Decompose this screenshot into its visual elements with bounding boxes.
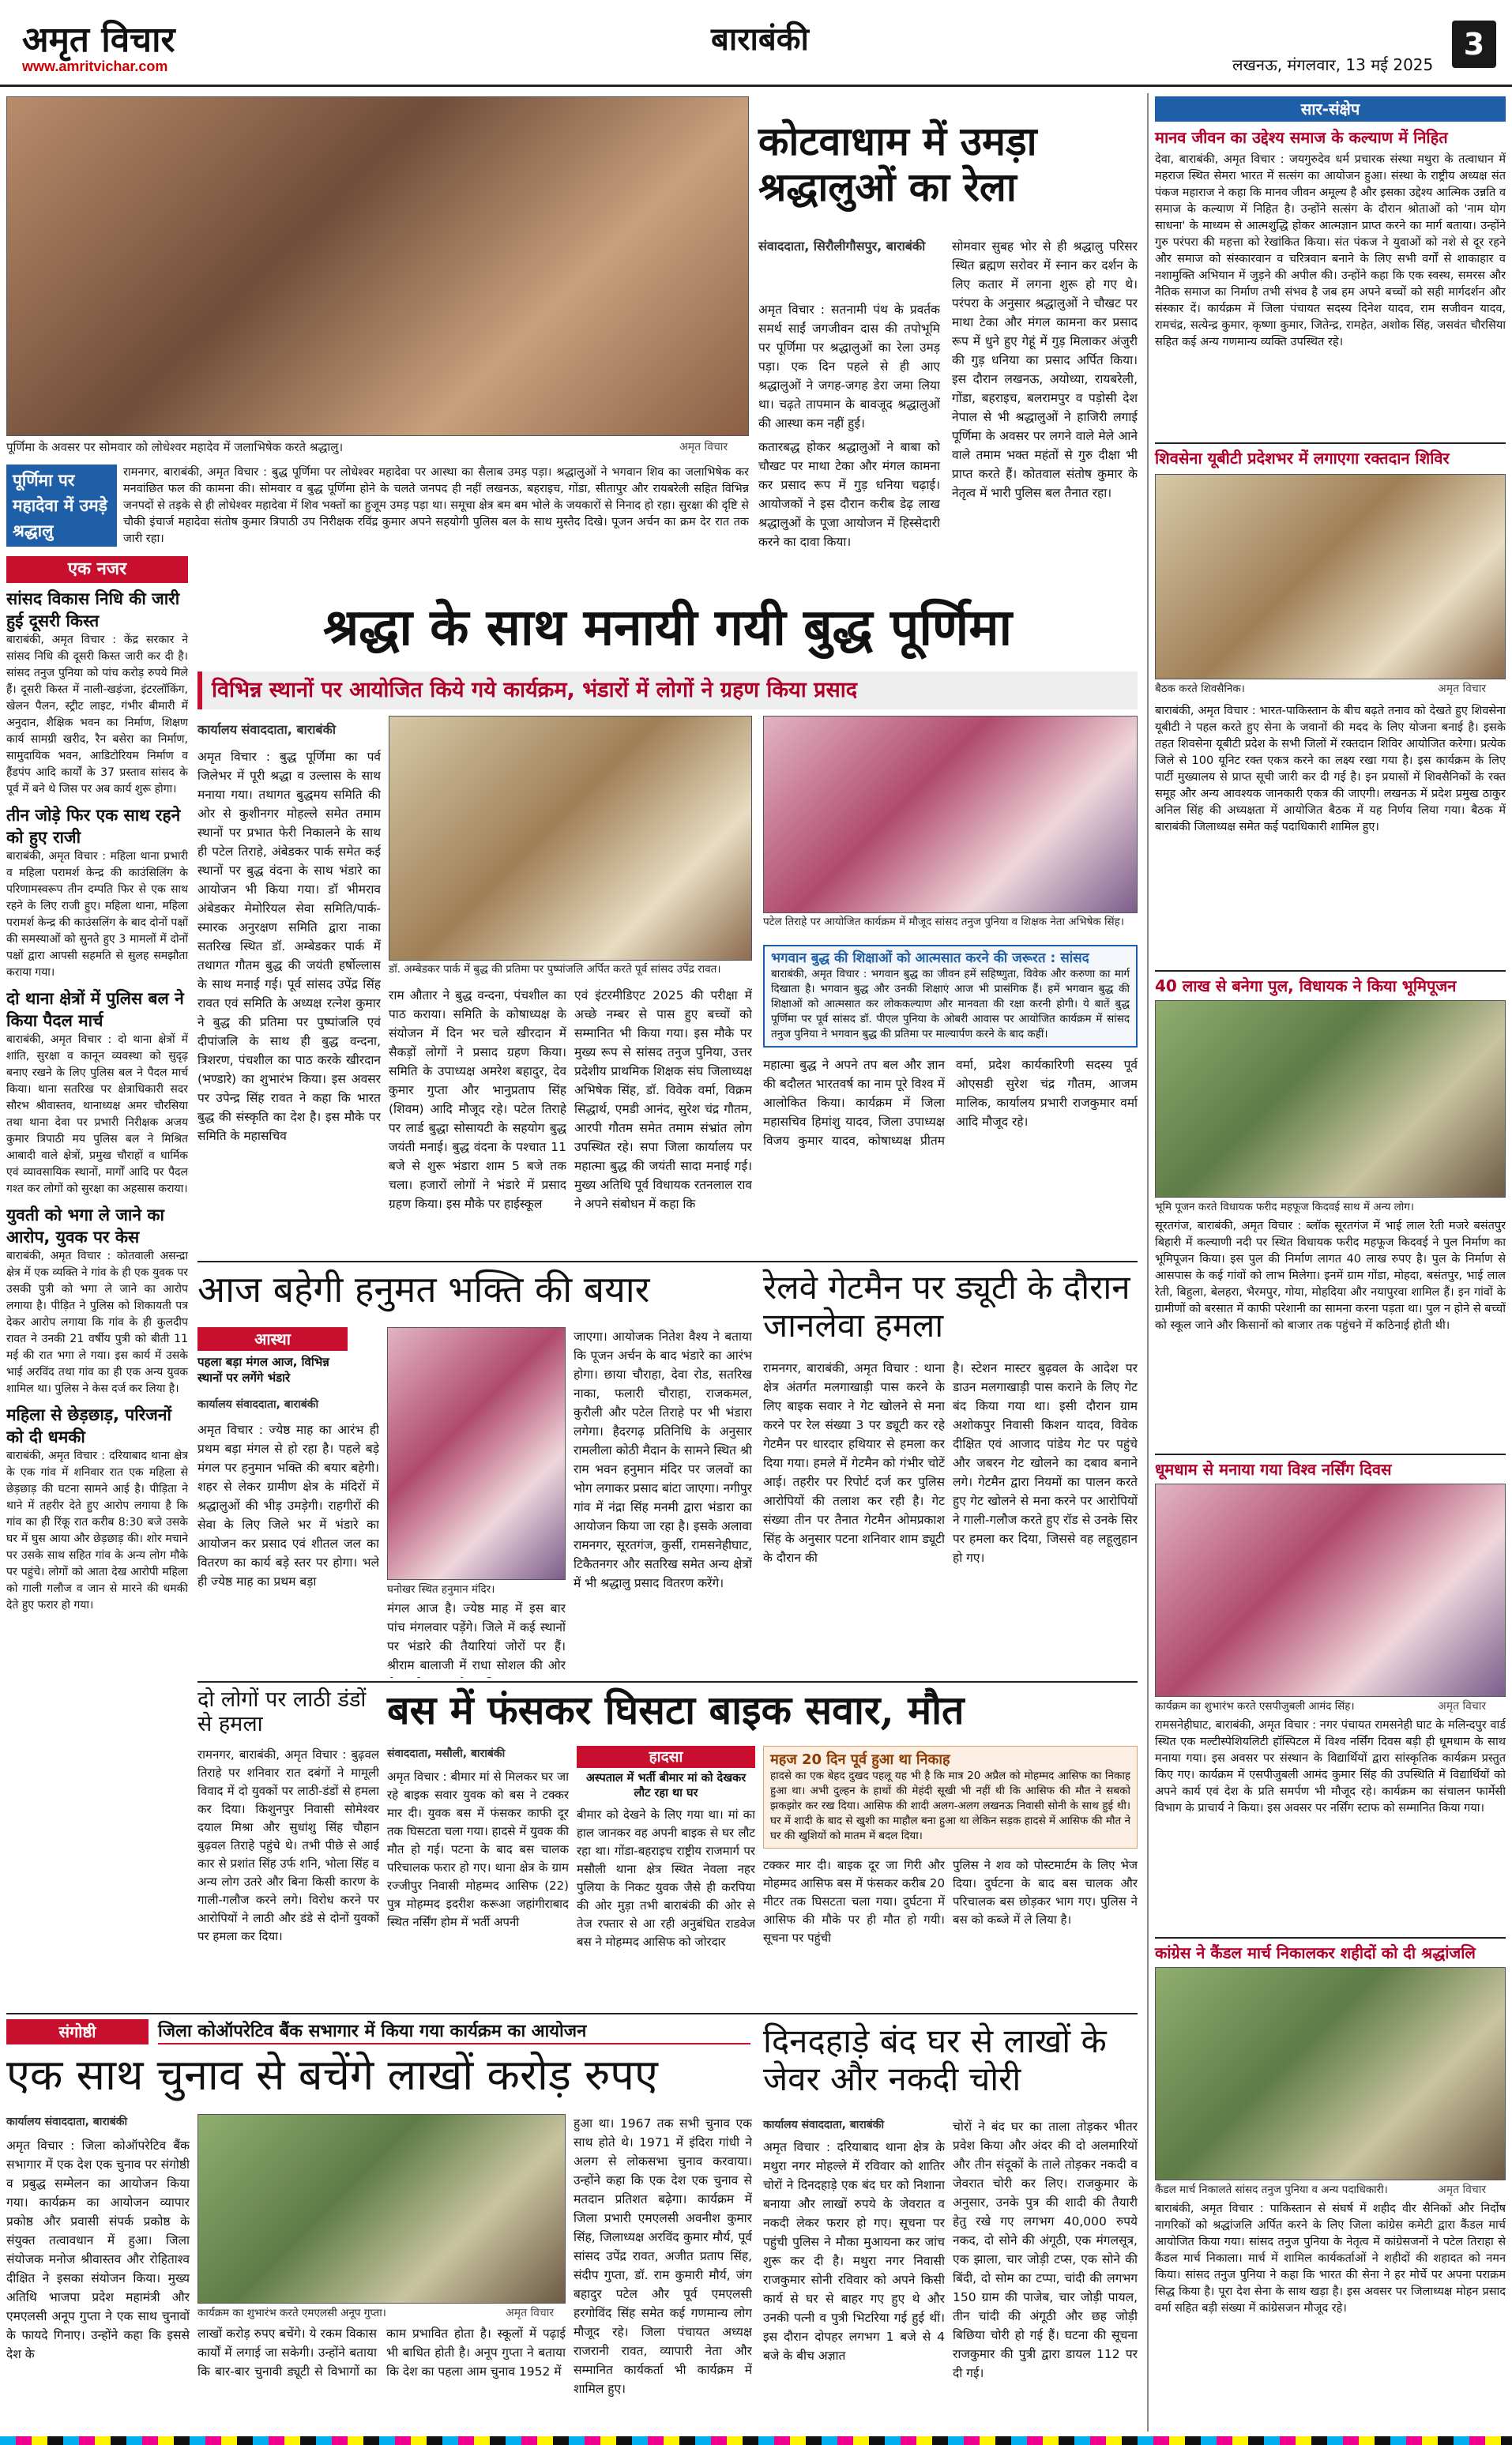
registration-bar (0, 2436, 1512, 2445)
nazar-item (6, 987, 188, 1198)
chori-col2: चोरों ने बंद घर का ताला तोड़कर भीतर प्रवेश किया और अंदर की दो अलमारियों और तीन संदूकों के ताले तोड़कर नकदी व जेवरात चोरी कर लिए। राजकुमार के अनुसार, उनके पुत्र की शादी की तैयारी हेतु रखे गए लगभग 40,000 रुपये नकद, दो सोने की अंगूठी, एक मंगलसूत्र, एक झाला, चार जोड़ी टप्स, एक सोने की बिंदी, दो सोम का टप्पा, चांदी की लगभग 150 ग्राम की पाजेब, चार जोड़ी पायल, तीन चांदी की अंगूठी और छह जोड़ी बिछिया चोरी हो गई हैं। घटना की सूचना राजकुमार की पुत्री द्वारा डायल 112 पर दी गई। (953, 2120, 1138, 2380)
railway-headline: रेलवे गेटमैन पर ड्यूटी के दौरान जानलेवा हमला (763, 1268, 1130, 1345)
hanumat-col1: अमृत विचार : ज्येष्ठ माह का आरंभ ही प्रथम बड़ा मंगल से हो रहा है। पहले बड़े मंगल पर हनुमान भक्ति की बयार बहेगी। शहर से लेकर ग्रामीण क्षेत्र के मंदिरों में श्रद्धालुओं की भीड़ उमड़ेगी। राहगीरों की सेवा के लिए जिले भर में भंडारे का आयोजन कर प्रसाद एवं शीतल जल का वितरण का कार्य बड़े स्तर पर होगा। भले ही ज्येष्ठ माह का प्रथम बड़ा (197, 1423, 379, 1589)
bike-col3: टक्कर मार दी। बाइक दूर जा गिरी और मोहम्मद आसिफ बस में फंसकर करीब 20 मीटर तक घिसटता चला गया। दुर्घटना में आसिफ की मौके पर ही मौत हो गयी। सूचना पर पहुंची (763, 1858, 945, 1945)
pul-title: 40 लाख से बनेगा पुल, विधायक ने किया भूमिपूजन (1155, 970, 1506, 997)
hanumat-tag: आस्था (197, 1327, 348, 1351)
hanumat-col3: जाएगा। आयोजक नितेश वैश्य ने बताया कि पूजन अर्चन के बाद भंडारे का आरंभ होगा। छाया चौराहा, देवा रोड, सतरिख नाका, फलारी चौराहा, राजकमल, कुरौली और पटेल तिराहे पर भी भंडारा लगेगा। हैदरगढ़ प्रतिनिधि के अनुसार रामलीला कोठी मैदान के सामने स्थित श्री राम भवन हनुमान मंदिर पर जलवों का भोग लगाकर प्रसाद बांटा जाएगा। नगीपुर गांव में नंद्रा सिंह मनमी द्वारा भंडारा का आयोजन किया जा रहा है। इसके अलावा रामनगर, सूरतगंज, कुर्सी, रामसनेहीघाट, टिकैतनगर और सतरिख समेत अन्य क्षेत्रों में भी श्रद्धालु प्रसाद वितरण करेंगे। (574, 1330, 752, 1590)
saar-label: सार-संक्षेप (1155, 96, 1506, 122)
kotwa-headline: कोटवाधाम में उमड़ा श्रद्धालुओं का रेला (758, 118, 1037, 210)
nazar-item (6, 1404, 188, 1614)
purnima-text: रामनगर, बाराबंकी, अमृत विचार : बुद्ध पूर्णिमा पर लोधेश्वर महादेवा पर आस्था का सैलाब उमड़ पड़ा। श्रद्धालुओं ने भगवान शिव का जलाभिषेक कर मनवांछित फल की कामना की। सोमवार व बुद्ध पूर्णिमा होने के चलते जनपद ही नहीं लखनऊ, बहराइच, गोंडा, सीतापुर और रायबरेली सहित विभिन्न जनपदों से तड़के से ही लोधेश्वर महादेवा में शिव भक्तों का हुजूम उमड़ पड़ा था। समूचा क्षेत्र बम बम भोले के जयकारों से निनाद हो रहा। सुरक्षा की दृष्टि से चौकी इंचार्ज महादेवा संतोष कुमार त्रिपाठी उप निरीक्षक रविंद्र कुमार अपने सहयोगी पुलिस बल के साथ मुस्तैद दिखे। पूजन अर्चन का क्रम देर रात तक जारी रहा। (123, 466, 749, 545)
divider (197, 1261, 1138, 1262)
nikah-text: हादसे का एक बेहद दुखद पहलू यह भी है कि मात्र 20 अप्रैल को मोहम्मद आसिफ का निकाह हुआ था। अभी दुल्हन के हाथों की मेहंदी सूखी भी नहीं थी कि आसिफ की मौत ने सबको झकझोर कर रख दिया। आसिफ की शादी अलग-अलग लखनऊ निवासी सोनी के साथ हुई थी। घर में शादी के बाद से खुशी का माहौल बना हुआ था लेकिन सड़क हादसे में आसिफ की मौत ने घर की खुशियों को मातम में बदल दिया। (770, 1770, 1130, 1842)
sanghoshti-headline: एक साथ चुनाव से बचेंगे लाखों करोड़ रुपए (6, 2050, 658, 2100)
column-divider (1147, 93, 1149, 2432)
buddha-col3: एवं इंटरमीडिएट 2025 की परीक्षा में अच्छे नम्बर से पास हुए बच्चों को सम्मानित भी किया गया। इस मौके पर मुख्य रूप से सांसद तनुज पुनिया, उत्तर प्रदेशीय प्राथमिक शिक्षक संघ जिलाध्यक्ष अभिषेक सिंह, डॉ. विवेक वर्मा, विक्रम सिद्धार्थ, एमडी आनंद, सुरेश चंद्र गौतम, आरपी गौतम समेत तमाम संभ्रांत लोग उपस्थित रहे। सपा जिला कार्यालय पर महात्मा बुद्ध की जयंती सादा मनाई गई। मुख्य अतिथि पूर्व विधायक रतनलाल राव ने अपने संबोधन में कहा कि (574, 988, 752, 1211)
sanghoshti-tag: संगोष्ठी (6, 2019, 149, 2044)
ambedkar-park-photo (389, 716, 752, 961)
nazar-title: तीन जोड़े फिर एक साथ रहने को हुए राजी (6, 806, 181, 847)
sanghoshti-col2: लाखों करोड़ रुपए बचेंगे। ये रकम विकास कार्यों में लगाई जा सकेगी। उन्होंने बताया कि बार-बार चुनावी ड्यूटी से विभागों का काम प्रभावित होता है। स्कूलों में पढ़ाई भी बाधित होती है। अनूप गुप्ता ने बताया कि देश का पहला आम चुनाव 1952 में (197, 2327, 566, 2379)
top-photo-caption: पूर्णिमा के अवसर पर सोमवार को लोधेश्वर महादेव में जलाभिषेक करते श्रद्धालु। (6, 440, 344, 454)
nazar-title: युवती को भगा ले जाने का आरोप, युवक पर केस (6, 1206, 164, 1247)
top-photo-credit: अमृत विचार (679, 441, 728, 453)
nursing-photo-credit: अमृत विचार (1438, 1700, 1487, 1713)
buddha-photo1-caption: डॉ. अम्बेडकर पार्क में बुद्ध की प्रतिमा पर पुष्पांजलि अर्पित करते पूर्व सांसद उपेंद्र रावत। (389, 963, 721, 976)
buddha-byline: कार्यालय संवाददाता, बाराबंकी (197, 722, 336, 737)
section-title: बाराबंकी (711, 21, 809, 58)
website-link[interactable]: www.amritvichar.com (22, 58, 168, 74)
sanghoshti-kicker: जिला कोऑपरेटिव बैंक सभागार में किया गया कार्यक्रम का आयोजन (158, 2019, 750, 2044)
pul-text: सूरतगंज, बाराबंकी, अमृत विचार : ब्लॉक सूरतगंज में भाई लाल रेती मजरे बसंतपुर बिहारी में कल्याणी नदी पर स्थित विधायक फरीद महफूज किदवई ने पुल निर्माण का भूमिपूजन किया। इस पुल की निर्माण लागत 40 लाख रुपए है। पुल के निर्माण से आसपास के कई गांवों को लाभ मिलेगा। इनमें ग्राम गोंडा, मोहदा, बसंतपुर, भाई लाल रेती, बिहुला, बेलहरा, भैरमपुर, गोया, मोहदिया और नयापुरवा शामिल हैं। इन गांवों के ग्रामीणों को बरसात में काफी परेशानी का सामना करना पड़ता था। पुल न होने से बच्चों को स्कूल जाने और किसानों को बाजार तक पहुंचने में कठिनाई होती थी। (1155, 1220, 1506, 1332)
buddha-col1: अमृत विचार : बुद्ध पूर्णिमा का पर्व जिलेभर में पूरी श्रद्धा व उल्लास के साथ मनाया गया। तथागत बुद्धमय समिति की ओर से कुशीनगर मोहल्ले समेत तमाम स्थानों पर प्रभात फेरी निकालने के साथ ही पटेल तिराहे, अंबेडकर पार्क समेत कई स्थानों पर बुद्ध वंदना के साथ भंडारे का आयोजन भी किया गया। डॉ भीमराव अंबेडकर मेमोरियल सेवा समिति/पार्क-स्मारक अनुरक्षण समिति द्वारा नाका सतरिख स्थित डॉ. अम्बेडकर पार्क में तथागत गौतम बुद्ध की जयंती हर्षोल्लास के साथ मनाई गई। पूर्व सांसद उपेंद्र सिंह रावत एवं समिति के अध्यक्ष रत्नेश कुमार ने बुद्ध की प्रतिमा पर पुष्पांजलि एवं दीपांजलि के साथ ही बुद्ध वन्दना, त्रिशरण, पंचशील का पाठ करके खीरदान (भण्डारे) का शुभारंभ किया। इस अवसर पर उपेन्द्र सिंह रावत ने कहा कि भारत बुद्ध की संस्कृति का देश है। इस मौके पर समिति के महासचिव (197, 750, 381, 1143)
buddha-shiksha-box (763, 945, 1138, 1048)
purnima-label: पूर्णिमा पर महादेवा में उमड़े श्रद्धालु (6, 465, 117, 547)
buddha-photo2-caption: पटेल तिराहे पर आयोजित कार्यक्रम में मौजूद सांसद तनुज पुनिया व शिक्षक नेता अभिषेक सिंह। (763, 916, 1124, 928)
saar-title: मानव जीवन का उद्देश्य समाज के कल्याण में निहित (1155, 128, 1448, 147)
shiksha-title: भगवान बुद्ध की शिक्षाओं को आत्मसात करने की जरूरत : सांसद (771, 950, 1089, 966)
buddha-headline: श्रद्धा के साथ मनायी गयी बुद्ध पूर्णिमा (322, 598, 1013, 657)
bike-col2: बीमार को देखने के लिए गया था। मां का हाल जानकर वह अपनी बाइक से घर लौट रहा था। गोंडा-बहराइच राष्ट्रीय राजमार्ग पर मसौली थाना क्षेत्र स्थित नेवला नहर पुलिया के निकट युवक जैसे ही करपिया की ओर मुड़ा तभी बाराबंकी की ओर से तेज रफ्तार से आ रही अनुबंधित राडवेज बस ने मोहम्मद आसिफ को जोरदार (577, 1807, 755, 1949)
nazar-text: बाराबंकी, अमृत विचार : महिला थाना प्रभारी व महिला परामर्श केन्द्र की काउंसिलिंग के परिणामस्वरूप तीन दम्पति फिर से एक साथ रहने के लिए राजी हुए। महिला थाना, महिला परामर्श केन्द्र की काउंसलिंग के बाद दोनों पक्षों की समस्याओं को सुनते हुए 3 मामलों में दोनों पक्षों द्वारा आपसी सहमति से सुलह समझौता कराया गया। (6, 850, 188, 979)
nazar-title: दो थाना क्षेत्रों में पुलिस बल ने किया पैदल मार्च (6, 989, 184, 1030)
sanghoshti-photo (197, 2114, 566, 2304)
congress-photo-credit: अमृत विचार (1438, 2184, 1487, 2196)
candle-march-photo (1155, 1967, 1506, 2180)
sanghoshti-photo-caption: कार्यक्रम का शुभारंभ करते एमएलसी अनूप गुप्ता। (197, 2307, 386, 2319)
buddha-col2: राम औतार ने बुद्ध वन्दना, पंचशील का पाठ कराया। समिति के कोषाध्यक्ष के संयोजन में दिन भर चले खीरदान में सैकड़ों लोगों ने प्रसाद ग्रहण किया। समिति के उपाध्यक्ष अमरेश बहादुर, देव कुमार गुप्ता और भानुप्रताप सिंह (शिवम) आदि मौजूद रहे। पटेल तिराहे पर लार्ड बुद्धा सोसायटी के सहयोग बुद्ध जयंती मनाई। बुद्ध वंदना के पश्चात 11 बजे से शुरू भंडारा शाम 5 बजे तक चला। हजारों लोगों ने भंडारे में प्रसाद ग्रहण किया। इस मौके पर हाईस्कूल (389, 988, 566, 1211)
shivsena-text: बाराबंकी, अमृत विचार : भारत-पाकिस्तान के बीच बढ़ते तनाव को देखते हुए शिवसेना यूबीटी ने पहल करते हुए सेना के जवानों की मदद के लिए योजना बनाई है। इसके तहत शिवसेना यूबीटी प्रदेश के सभी जिलों में रक्तदान शिविर आयोजित करेगा। प्रत्येक जिले से 100 यूनिट रक्त एकत्र करने का लक्ष्य रखा गया है। इस कार्यक्रम के लिए पार्टी मुख्यालय से प्राप्त सूची जारी कर दी गई है। इन प्रयासों में शिवसैनिकों के रक्त समूह और अन्य आवश्यक जानकारी एकत्र की जाएगी। लखनऊ में प्रदेश प्रमुख ठाकुर अनिल सिंह की अध्यक्षता में आयोजित बैठक में यह निर्णय लिया गया। बैठक में बाराबंकी जिलाध्यक्ष समेत कई पदाधिकारी शामिल हुए। (1155, 705, 1506, 833)
nazar-item (6, 804, 188, 981)
buddha-subhead: विभिन्न स्थानों पर आयोजित किये गये कार्यक्रम, भंडारों में लोगों ने ग्रहण किया प्रसाद (197, 671, 1138, 709)
page-number: 3 (1452, 21, 1496, 68)
patel-tiraha-photo (763, 716, 1138, 913)
hanuman-idol-photo (387, 1327, 566, 1580)
buddha-col4: महात्मा बुद्ध ने अपने तप बल और ज्ञान की बदौलत भारतवर्ष का नाम पूरे विश्व में आलोकित किया। कार्यक्रम में जिला महासचिव हिमांशु यादव, जिला उपाध्यक्ष विजय कुमार यादव, कोषाध्यक्ष प्रीतम वर्मा, प्रदेश कार्यकारिणी सदस्य पूर्व ओएसडी सुरेश चंद्र गौतम, आजम मालिक, कार्यालय प्रभारी राजकुमार वर्मा आदि मौजूद रहे। (763, 1058, 1138, 1148)
nikah-title: महज 20 दिन पूर्व हुआ था निकाह (770, 1751, 950, 1768)
pul-photo (1155, 1000, 1506, 1198)
hanumat-sub: पहला बड़ा मंगल आज, विभिन्न स्थानों पर लगेंगे भंडारे (197, 1355, 329, 1385)
dateline: लखनऊ, मंगलवार, 13 मई 2025 (1232, 55, 1434, 74)
nazar-text: बाराबंकी, अमृत विचार : कोतवाली असन्द्रा क्षेत्र में एक व्यक्ति ने गांव के ही एक युवक पर उसकी पुत्री को भगा ले जाने का आरोप लगाया है। पीड़ित ने पुलिस को शिकायती पत्र देकर आरोप लगाया कि गांव के ही कुलदीप रावत ने उनकी 21 वर्षीय पुत्री को बीती 11 मई की रात भगा ले गया। इस कार्य में उसके भाई अरविंद तथा गांव का ही एक अन्य युवक शामिल था। पुलिस ने केस दर्ज कर लिया है। (6, 1250, 188, 1395)
bike-tag: हादसा (577, 1746, 755, 1768)
lathi-text: रामनगर, बाराबंकी, अमृत विचार : बुढ़वल तिराहे पर शनिवार रात दबंगों ने मामूली विवाद में दो युवकों पर लाठी-डंडों से हमला कर दिया। किशुनपुर निवासी सोमेश्वर दयाल मिश्रा और सुधांशु सिंह चौहान बुढ़वल तिराहे पहुंचे थे। तभी पीछे से आई कार से प्रशांत सिंह उर्फ शनि, भोला सिंह व अन्य लोग उतरे और बिना किसी कारण के गाली-गलौज करने लगे। विरोध करने पर आरोपियों ने लाठी और डंडे से दोनों युवकों पर हमला कर दिया। (197, 1747, 379, 1943)
chori-col1: अमृत विचार : दरियाबाद थाना क्षेत्र के मथुरा नगर मोहल्ले में रविवार को शातिर चोरों ने दिनदहाड़े एक बंद घर को निशाना बनाया और लाखों रुपये के जेवरात व नकदी लेकर फरार हो गए। सूचना पर पहुंची पुलिस ने मौका मुआयना कर जांच शुरू कर दी है। मथुरा नगर निवासी राजकुमार सोनी रविवार को अपने किसी कार्य से घर से बाहर गए हुए थे और उनकी पत्नी व पुत्री भिटरिया गई हुई थीं। इस दौरान दोपहर लगभग 1 बजे से 4 बजे के बीच अज्ञात (763, 2140, 945, 2363)
sanghoshti-col3: हुआ था। 1967 तक सभी चुनाव एक साथ होते थे। 1971 में इंदिरा गांधी ने अलग से लोकसभा चुनाव करवाया। उन्होंने कहा कि एक देश एक चुनाव से मतदान प्रतिशत बढ़ेगा। कार्यक्रम में जिला प्रभारी एमएलसी अवनीश कुमार सिंह, जिलाध्यक्ष अरविंद कुमार मौर्य, पूर्व सांसद उपेंद्र रावत, अजीत प्रताप सिंह, संदीप गुप्ता, डॉ. राम कुमारी मौर्य, जंग बहादुर पटेल और पूर्व एमएलसी हरगोविंद सिंह समेत कई गणमान्य लोग मौजूद रहे। जिला पंचायत अध्यक्ष राजरानी रावत, व्यापारी नेता और सम्मानित कार्यकर्ता भी कार्यक्रम में शामिल हुए। (574, 2116, 752, 2396)
divider (197, 1681, 1138, 1683)
nursing-photo-caption: कार्यक्रम का शुभारंभ करते एसपीजुबली आमंद सिंह। (1155, 1700, 1355, 1713)
bike-headline: बस में फंसकर घिसटा बाइक सवार, मौत (387, 1687, 965, 1733)
bike-byline: संवाददाता, मसौली, बाराबंकी (387, 1747, 506, 1760)
chori-byline: कार्यालय संवाददाता, बाराबंकी (763, 2119, 885, 2131)
nazar-item (6, 1204, 188, 1397)
nazar-title: सांसद विकास निधि की जारी हुई दूसरी किस्त (6, 589, 180, 630)
hanumat-byline: कार्यालय संवाददाता, बाराबंकी (197, 1398, 319, 1411)
nikah-box (763, 1746, 1138, 1849)
ek-nazar-column (6, 588, 188, 1631)
hanumat-col2: मंगल आज है। ज्येष्ठ माह में इस बार पांच मंगलवार पड़ेंगे। जिले में कई स्थानों पर भंडारे की तैयारियां जोरों पर हैं। श्रीराम बालाजी में राधा सोशल की ओर (387, 1601, 566, 1672)
nursing-photo (1155, 1484, 1506, 1697)
shivsena-photo (1155, 474, 1506, 679)
nursing-text: रामसनेहीघाट, बाराबंकी, अमृत विचार : नगर पंचायत रामसनेही घाट के मलिन्दपुर वार्ड स्थित एक मल्टीस्पेशियलिटी हॉस्पिटल में विश्व नर्सिंग दिवस बड़ी ही धूमधाम के साथ मनाया गया। इस अवसर पर संस्थान के विद्यार्थियों द्वारा सांस्कृतिक कार्यक्रम प्रस्तुत किए गए। कार्यक्रम में एसपीजुबली आमंद कुमार सिंह की उपस्थिति में विद्यार्थियों को अपने कार्य एवं देश के प्रति समर्पण भी मौजूद रहे। कार्यक्रम का संचालन फार्मेसी विभाग के प्राचार्य ने किया। इस अवसर पर नर्सिंग स्टाफ को सम्मानित किया गया। (1155, 1719, 1506, 1815)
newspaper-logo: अमृत विचार (22, 20, 175, 60)
sanghoshti-photo-credit: अमृत विचार (506, 2307, 555, 2319)
shiksha-text: बाराबंकी, अमृत विचार : भगवान बुद्ध का जीवन हमें सहिष्णुता, विवेक और करुणा का मार्ग दिखाता है। भगवान बुद्ध और उनकी शिक्षाएं आज भी प्रासंगिक हैं। हमें भगवान बुद्ध की शिक्षाओं को आत्मसात कर लोककल्याण और मानवता की रक्षा करनी होगी। ये बातें बुद्ध पूर्णिमा पर पूर्व सांसद डॉ. पीएल पुनिया के ओबरी आवास पर आयोजित कार्यक्रम में सांसद तनुज पुनिया ने भगवान बुद्ध की प्रतिमा पर माल्यार्पण करने के बाद कहीं। (771, 968, 1130, 1040)
railway-col1: रामनगर, बाराबंकी, अमृत विचार : थाना क्षेत्र अंतर्गत मलगाखाड़ी पास करने के लिए बाइक सवार ने गेट खोलने से मना करने पर रेल संख्या 3 पर ड्यूटी कर रहे गेटमैन पर धारदार हथियार से हमला कर दिया गया। हमले में गेटमैन को गंभीर चोटें आई। तहरीर पर रिपोर्ट दर्ज कर पुलिस आरोपियों की तलाश कर रही है। गेट संख्या तीन पर तैनात गेटमैन ओमप्रकाश सिंह के अनुसार पटना शनिवार शाम ड्यूटी के दौरान की (763, 1361, 945, 1565)
congress-text: बाराबंकी, अमृत विचार : पाकिस्तान से संघर्ष में शहीद वीर सैनिकों और निर्दोष नागरिकों को श्रद्धांजलि अर्पित करने के लिए जिला कांग्रेस कमेटी द्वारा कैंडल मार्च आयोजित किया गया। सांसद तनुज पुनिया के नेतृत्व में कांग्रेसजनों ने पटेल तिराहा से कैंडल मार्च निकाला। मार्च में शामिल कार्यकर्ताओं ने शहीदों की शहादत को नमन किया। सांसद तनुज पुनिया ने कहा कि भारत की सेना ने हर मोर्चे पर अपना पराक्रम सिद्ध किया है। पूरा देश सेना के साथ खड़ा है। इस अवसर पर जिलाध्यक्ष मोहन प्रसाद वर्मा सहित बड़ी संख्या में कांग्रेसजन मौजूद रहे। (1155, 2202, 1506, 2315)
kotwa-col1: अमृत विचार : सतनामी पंथ के प्रवर्तक समर्थ साईं जगजीवन दास की तपोभूमि पर पूर्णिमा पर श्रद्धालुओं का रेला उमड़ पड़ा। एक दिन पहले से ही आए श्रद्धालुओं ने जगह-जगह डेरा जमा लिया था। चढ़ते तापमान के बावजूद श्रद्धालुओं की आस्था कम नहीं हुई। कतारबद्ध होकर श्रद्धालुओं ने बाबा को चौखट पर माथा टेका और मंगल कामना कर प्रसाद रूप में गुड़ धनिया चढ़ाई। आयोजकों ने इस दौरान करीब डेढ़ लाख श्रद्धालुओं के पूजा आयोजन में हिस्सेदारी करने का दावा किया। (758, 303, 940, 549)
chori-headline: दिनदहाड़े बंद घर से लाखों के जेवर और नकदी चोरी (763, 2022, 1107, 2099)
nazar-item (6, 588, 188, 798)
kotwa-byline: संवाददाता, सिरौलीगौसपुर, बाराबंकी (758, 239, 926, 254)
sanghoshti-col1: अमृत विचार : जिला कोऑपरेटिव बैंक सभागार में एक देश एक चुनाव पर संगोष्ठी व प्रबुद्ध सम्मेलन का आयोजन किया गया। कार्यक्रम का आयोजन व्यापार प्रकोष्ठ और प्रवासी संपर्क प्रकोष्ठ के संयुक्त तत्वावधान में हुआ। जिला संयोजक मनोज श्रीवास्तव और रोहिताश्व दीक्षित ने इसका संयोजन किया। मुख्य अतिथि भाजपा प्रदेश महामंत्री और एमएलसी अनूप गुप्ता ने एक साथ चुनावों के फायदे गिनाए। उन्होंने कहा कि इससे देश के (6, 2138, 190, 2361)
hanumat-photo-caption: घनोखर स्थित हनुमान मंदिर। (387, 1583, 495, 1596)
shivsena-photo-caption: बैठक करते शिवसैनिक। (1155, 683, 1245, 695)
nazar-text: बाराबंकी, अमृत विचार : केंद्र सरकार ने सांसद निधि की दूसरी किस्त जारी कर दी है। सांसद तनुज पुनिया को पांच करोड़ रुपये मिले हैं। दूसरी किस्त में नाली-खड़ंजा, इंटरलॉकिंग, खेलन पैलन, स्ट्रीट लाइट, गंभीर बीमारी में अनुदान, शैक्षिक भवन का निर्माण, शिक्षण कार्य सामग्री खरीद, रैन बसेरा का निर्माण, सामुदायिक भवन, आडिटोरियम निर्माण व हैंडपंप आदि कार्यों के 37 प्रस्ताव सांसद के पूर्व में बने थे जिस पर अब कार्य शुरू होगा। (6, 634, 188, 796)
congress-photo-caption: कैंडल मार्च निकालते सांसद तनुज पुनिया व अन्य पदाधिकारी। (1155, 2184, 1388, 2196)
bike-sub: अस्पताल में भर्ती बीमार मां को देखकर लौट रहा था घर (585, 1772, 747, 1800)
divider (6, 2013, 1138, 2014)
congress-title: कांग्रेस ने कैंडल मार्च निकालकर शहीदों को दी श्रद्धांजलि (1155, 1937, 1506, 1964)
shivsena-title: शिवसेना यूबीटी प्रदेशभर में लगाएगा रक्तदान शिविर (1155, 442, 1506, 469)
hanumat-headline: आज बहेगी हनुमत भक्ति की बयार (197, 1268, 650, 1311)
nazar-text: बाराबंकी, अमृत विचार : दरियाबाद थाना क्षेत्र के एक गांव में शनिवार रात एक महिला से छेड़छाड़ की घटना सामने आई है। पीड़िता ने थाने में तहरीर देते हुए आरोप लगाया है कि गांव का ही रिंकू रात करीब 8:30 बजे उसके घर में घुस आया और छेड़छाड़ की। शोर मचाने पर उसके साथ सहित गांव के अन्य लोग मौके पर पहुंचे। लोगों को आता देख आरोपी महिला को गाली गलौज व जान से मारने की धमकी देते हुए फरार हो गया। (6, 1450, 188, 1612)
railway-col2: है। स्टेशन मास्टर बुढ़वल के आदेश पर डाउन मलगाखाड़ी पास कराने के लिए गेट बंद किया गया था। इसी दौरान ग्राम अशोकपुर निवासी किशन यादव, विवेक दीक्षित एवं आजाद पांडेय गेट पर पहुंचे और जबरन गेट खोलने का दबाव बनाने लगे। गेटमैन द्वारा नियमों का पालन करते हुए गेट खोलने से मना करने पर आरोपियों ने गाली-गलौज करते हुए रॉड से उनके सिर पर हमला कर दिया, जिससे वह लहूलुहान हो गए। (953, 1361, 1138, 1565)
nursing-title: धूमधाम से मनाया गया विश्व नर्सिंग दिवस (1155, 1454, 1506, 1480)
bike-col1: अमृत विचार : बीमार मां से मिलकर घर जा रहे बाइक सवार युवक को बस ने टक्कर मार दी। युवक बस में फंसकर काफी दूर तक घिसटता चला गया। हादसे में युवक की मौत हो गई। पटना के बाद बस चालक परिचालक फरार हो गए। थाना क्षेत्र के ग्राम रज्जीपुर निवासी मोहम्मद आसिफ (22) पुत्र मोहम्मद इदरीश करूआ जहांगीराबाद स्थित नर्सिंग होम में भर्ती अपनी (387, 1770, 569, 1929)
ek-nazar-label: एक नजर (6, 556, 188, 583)
masthead (0, 0, 1512, 87)
kotwa-col2: सोमवार सुबह भोर से ही श्रद्धालु परिसर स्थित ब्रह्मण सरोवर में स्नान कर दर्शन के लिए कतार में लगना शुरू हो गए थे। परंपरा के अनुसार श्रद्धालुओं ने चौखट पर माथा टेका और मंगल कामना कर प्रसाद रूप में धुने हुए गेहूं में गुड़ मिलाकर अंजुरी की गुड़ धनिया का प्रसाद अर्पित किया। इस दौरान लखनऊ, अयोध्या, रायबरेली, गोंडा, बहराइच, बलरामपुर व पड़ोसी देश नेपाल से भी श्रद्धालुओं ने हाजिरी लगाई पूर्णिमा के अवसर पर लगने वाले मेले आने वाले तमाम भक्त महंतों से गुरु दीक्षा भी प्राप्त करते हैं। कोतवाल संतोष कुमार के नेतृत्व में भारी पुलिस बल तैनात रहा। (952, 239, 1138, 500)
saar-text: देवा, बाराबंकी, अमृत विचार : जयगुरुदेव धर्म प्रचारक संस्था मथुरा के तत्वाधान में महराज स्थित सेमरा भारत में सत्संग का आयोजन हुआ। संस्था के राष्ट्रीय अध्यक्ष संत पंकज महाराज ने कहा कि मानव जीवन अमूल्य है और इसका उद्देश्य आत्मिक उन्नति व समाज के कल्याण में निहित है। उन्होंने सत्संग के दौरान श्रोताओं को 'नाम योग साधना' के माध्यम से आत्मशुद्धि होकर आत्मज्ञान प्राप्त करने का मार्ग बताया। उन्होंने गुरु परंपरा की महत्ता को रेखांकित किया। संत पंकज ने युवाओं को नशे से दूर रहने और समाज को संस्कारवान व चरित्रवान बनाने के लिए सभी वर्गों से शाकाहार व नशामुक्ति अभियान में जुड़ने की अपील की। उन्होंने कहा कि एक स्वस्थ, समरस और नैतिक समाज का निर्माण तभी संभव है जब हम अपने बच्चों को सही मार्गदर्शन और संस्कार दें। कार्यक्रम में जिला पंचायत सदस्य दिनेश यादव, राम सजीवन यादव, रामचंद्र, सत्येन्द्र कुमार, कृष्णा कुमार, जितेन्द्र, रामहेत, अशोक सिंह, जसवंत चौरसिया सहित कई अन्य गणमान्य व्यक्ति उपस्थित रहे। (1155, 153, 1506, 348)
sanghoshti-byline: कार्यालय संवाददाता, बाराबंकी (6, 2116, 128, 2128)
shivsena-photo-credit: अमृत विचार (1438, 683, 1487, 695)
shivling-crowd-photo (6, 96, 749, 436)
pul-photo-caption: भूमि पूजन करते विधायक फरीद महफूज किदवई साथ में अन्य लोग। (1155, 1201, 1414, 1213)
lathi-headline: दो लोगों पर लाठी डंडों से हमला (197, 1687, 367, 1737)
bike-col4: पुलिस ने शव को पोस्टमार्टम के लिए भेज दिया। दुर्घटना के बाद बस चालक और परिचालक बस छोड़कर भाग गए। पुलिस ने बस को कब्जे में ले लिया है। (953, 1858, 1138, 1927)
nazar-text: बाराबंकी, अमृत विचार : दो थाना क्षेत्रों में शांति, सुरक्षा व कानून व्यवस्था को सुदृढ़ बनाए रखने के लिए पुलिस बल ने पैदल मार्च किया। थाना सतरिख पर क्षेत्राधिकारी सदर सौरभ श्रीवास्तव, थानाध्यक्ष अमर चौरसिया तथा थाना देवा पर प्रभारी निरीक्षक अजय कुमार त्रिपाठी मय पुलिस बल ने मिश्रित आबादी वाले क्षेत्रों, प्रमुख चौराहों व धार्मिक एवं व्यावसायिक स्थानों, मार्गों आदि पर पैदल गश्त कर लोगों को सुरक्षा का अहसास कराया। (6, 1033, 188, 1195)
nazar-title: महिला से छेड़छाड़, परिजनों को दी धमकी (6, 1405, 171, 1446)
